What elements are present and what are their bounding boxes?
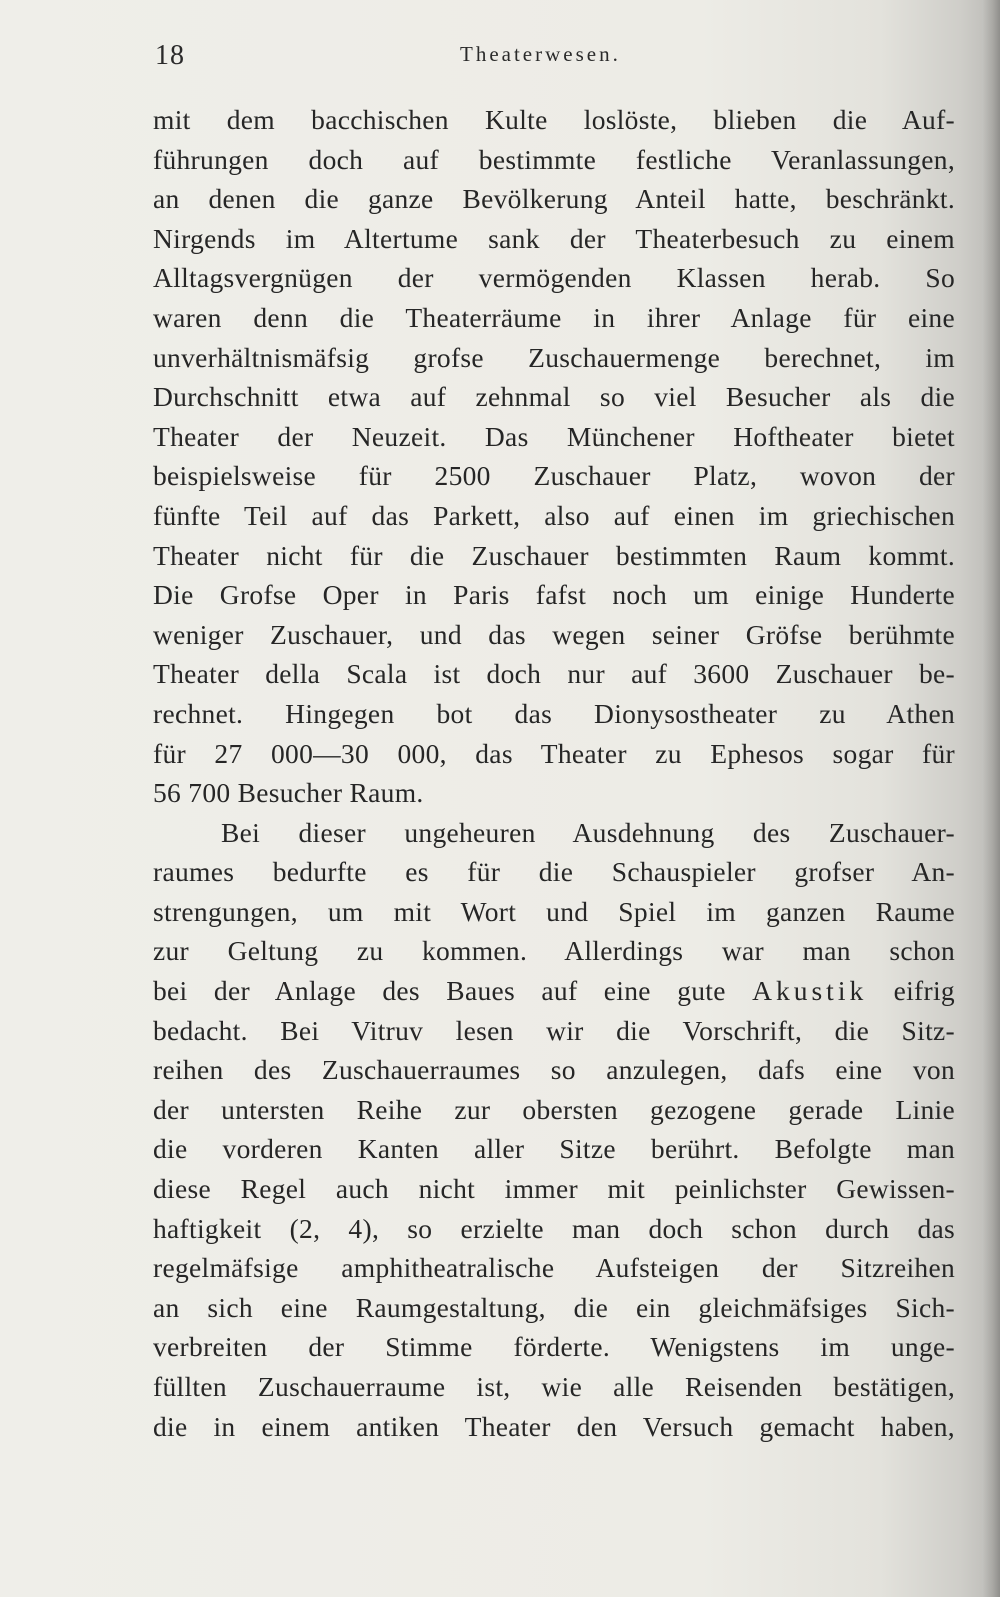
text-line: mit dem bacchischen Kulte loslöste, blieben die Auf- <box>153 104 955 135</box>
body-text <box>153 100 955 1446</box>
text-line: waren denn die Theaterräume in ihrer Anlage für eine <box>153 301 955 333</box>
text-line: rechnet. Hingegen bot das Dionysostheater zu Athen <box>153 697 955 729</box>
text-line: haftigkeit (2, 4), so erzielte man doch schon durch das <box>153 1212 955 1244</box>
text-line: unverhältnismäfsig grofse Zuschauermenge berechnet, im <box>153 341 955 373</box>
text-line: raumes bedurfte es für die Schauspieler grofser An- <box>153 856 955 888</box>
text-line: bedacht. Bei Vitruv lesen wir die Vorschrift, die Sitz- <box>153 1014 955 1046</box>
text-line: Theater der Neuzeit. Das Münchener Hoftheater bietet <box>153 420 955 452</box>
text-line: der untersten Reihe zur obersten gezogene gerade Linie <box>153 1093 955 1125</box>
text-line: für 27 000—30 000, das Theater zu Ephesos sogar für <box>153 737 955 769</box>
text-line: Theater della Scala ist doch nur auf 3600 Zuschauer be- <box>153 658 955 690</box>
text-line: Theater nicht für die Zuschauer bestimmten Raum kommt. <box>153 539 955 571</box>
text-line: reihen des Zuschauerraumes so anzulegen, dafs eine von <box>153 1054 955 1086</box>
text-line: Alltagsvergnügen der vermögenden Klassen herab. So <box>153 262 955 294</box>
line-suffix: eifrig <box>893 975 955 1007</box>
text-line: führungen doch auf bestimmte festliche Veranlassungen, <box>153 143 955 175</box>
text-line: 56 700 Besucher Raum. <box>153 777 424 809</box>
line-middle: der Anlage des Baues auf eine gute <box>213 975 726 1007</box>
text-line: Die Grofse Oper in Paris fafst noch um einige Hunderte <box>153 579 955 611</box>
text-line: fünfte Teil auf das Parkett, also auf einen im griechischen <box>153 499 955 531</box>
text-line: Durchschnitt etwa auf zehnmal so viel Besucher als die <box>153 381 955 413</box>
text-line: beispielsweise für 2500 Zuschauer Platz, wovon der <box>153 460 955 492</box>
paragraph-1 <box>153 100 955 813</box>
page-header <box>0 40 1000 80</box>
text-line: die vorderen Kanten aller Sitze berührt. Befolgte man <box>153 1133 955 1165</box>
page-edge-shadow <box>982 0 1000 1597</box>
paragraph-2 <box>153 813 955 1447</box>
text-line: verbreiten der Stimme förderte. Wenigstens im unge- <box>153 1331 955 1363</box>
text-line: diese Regel auch nicht immer mit peinlichster Gewissen- <box>153 1173 955 1205</box>
text-line: an denen die ganze Bevölkerung Anteil hatte, beschränkt. <box>153 183 955 215</box>
text-line: Nirgends im Altertume sank der Theaterbesuch zu einem <box>153 222 955 254</box>
text-line: zur Geltung zu kommen. Allerdings war man schon <box>153 935 955 967</box>
text-line: füllten Zuschauerraume ist, wie alle Reisenden bestätigen, <box>153 1371 955 1402</box>
text-line: an sich eine Raumgestaltung, die ein gleichmäfsiges Sich- <box>153 1291 955 1323</box>
line-prefix: bei <box>153 975 188 1007</box>
text-line: regelmäfsige amphitheatralische Aufsteigen der Sitzreihen <box>153 1252 955 1284</box>
text-line: weniger Zuschauer, und das wegen seiner Gröfse berühmte <box>153 618 955 650</box>
text-line: die in einem antiken Theater den Versuch gemacht haben, <box>153 1410 955 1442</box>
text-line: strengungen, um mit Wort und Spiel im ganzen Raume <box>153 895 955 927</box>
text-line: Bei dieser ungeheuren Ausdehnung des Zuschauer- <box>221 816 955 848</box>
running-head: Theaterwesen. <box>460 42 621 66</box>
text-line-with-emphasis <box>153 971 955 1011</box>
emphasized-term: Akustik <box>752 975 868 1007</box>
page-number: 18 <box>155 40 185 71</box>
